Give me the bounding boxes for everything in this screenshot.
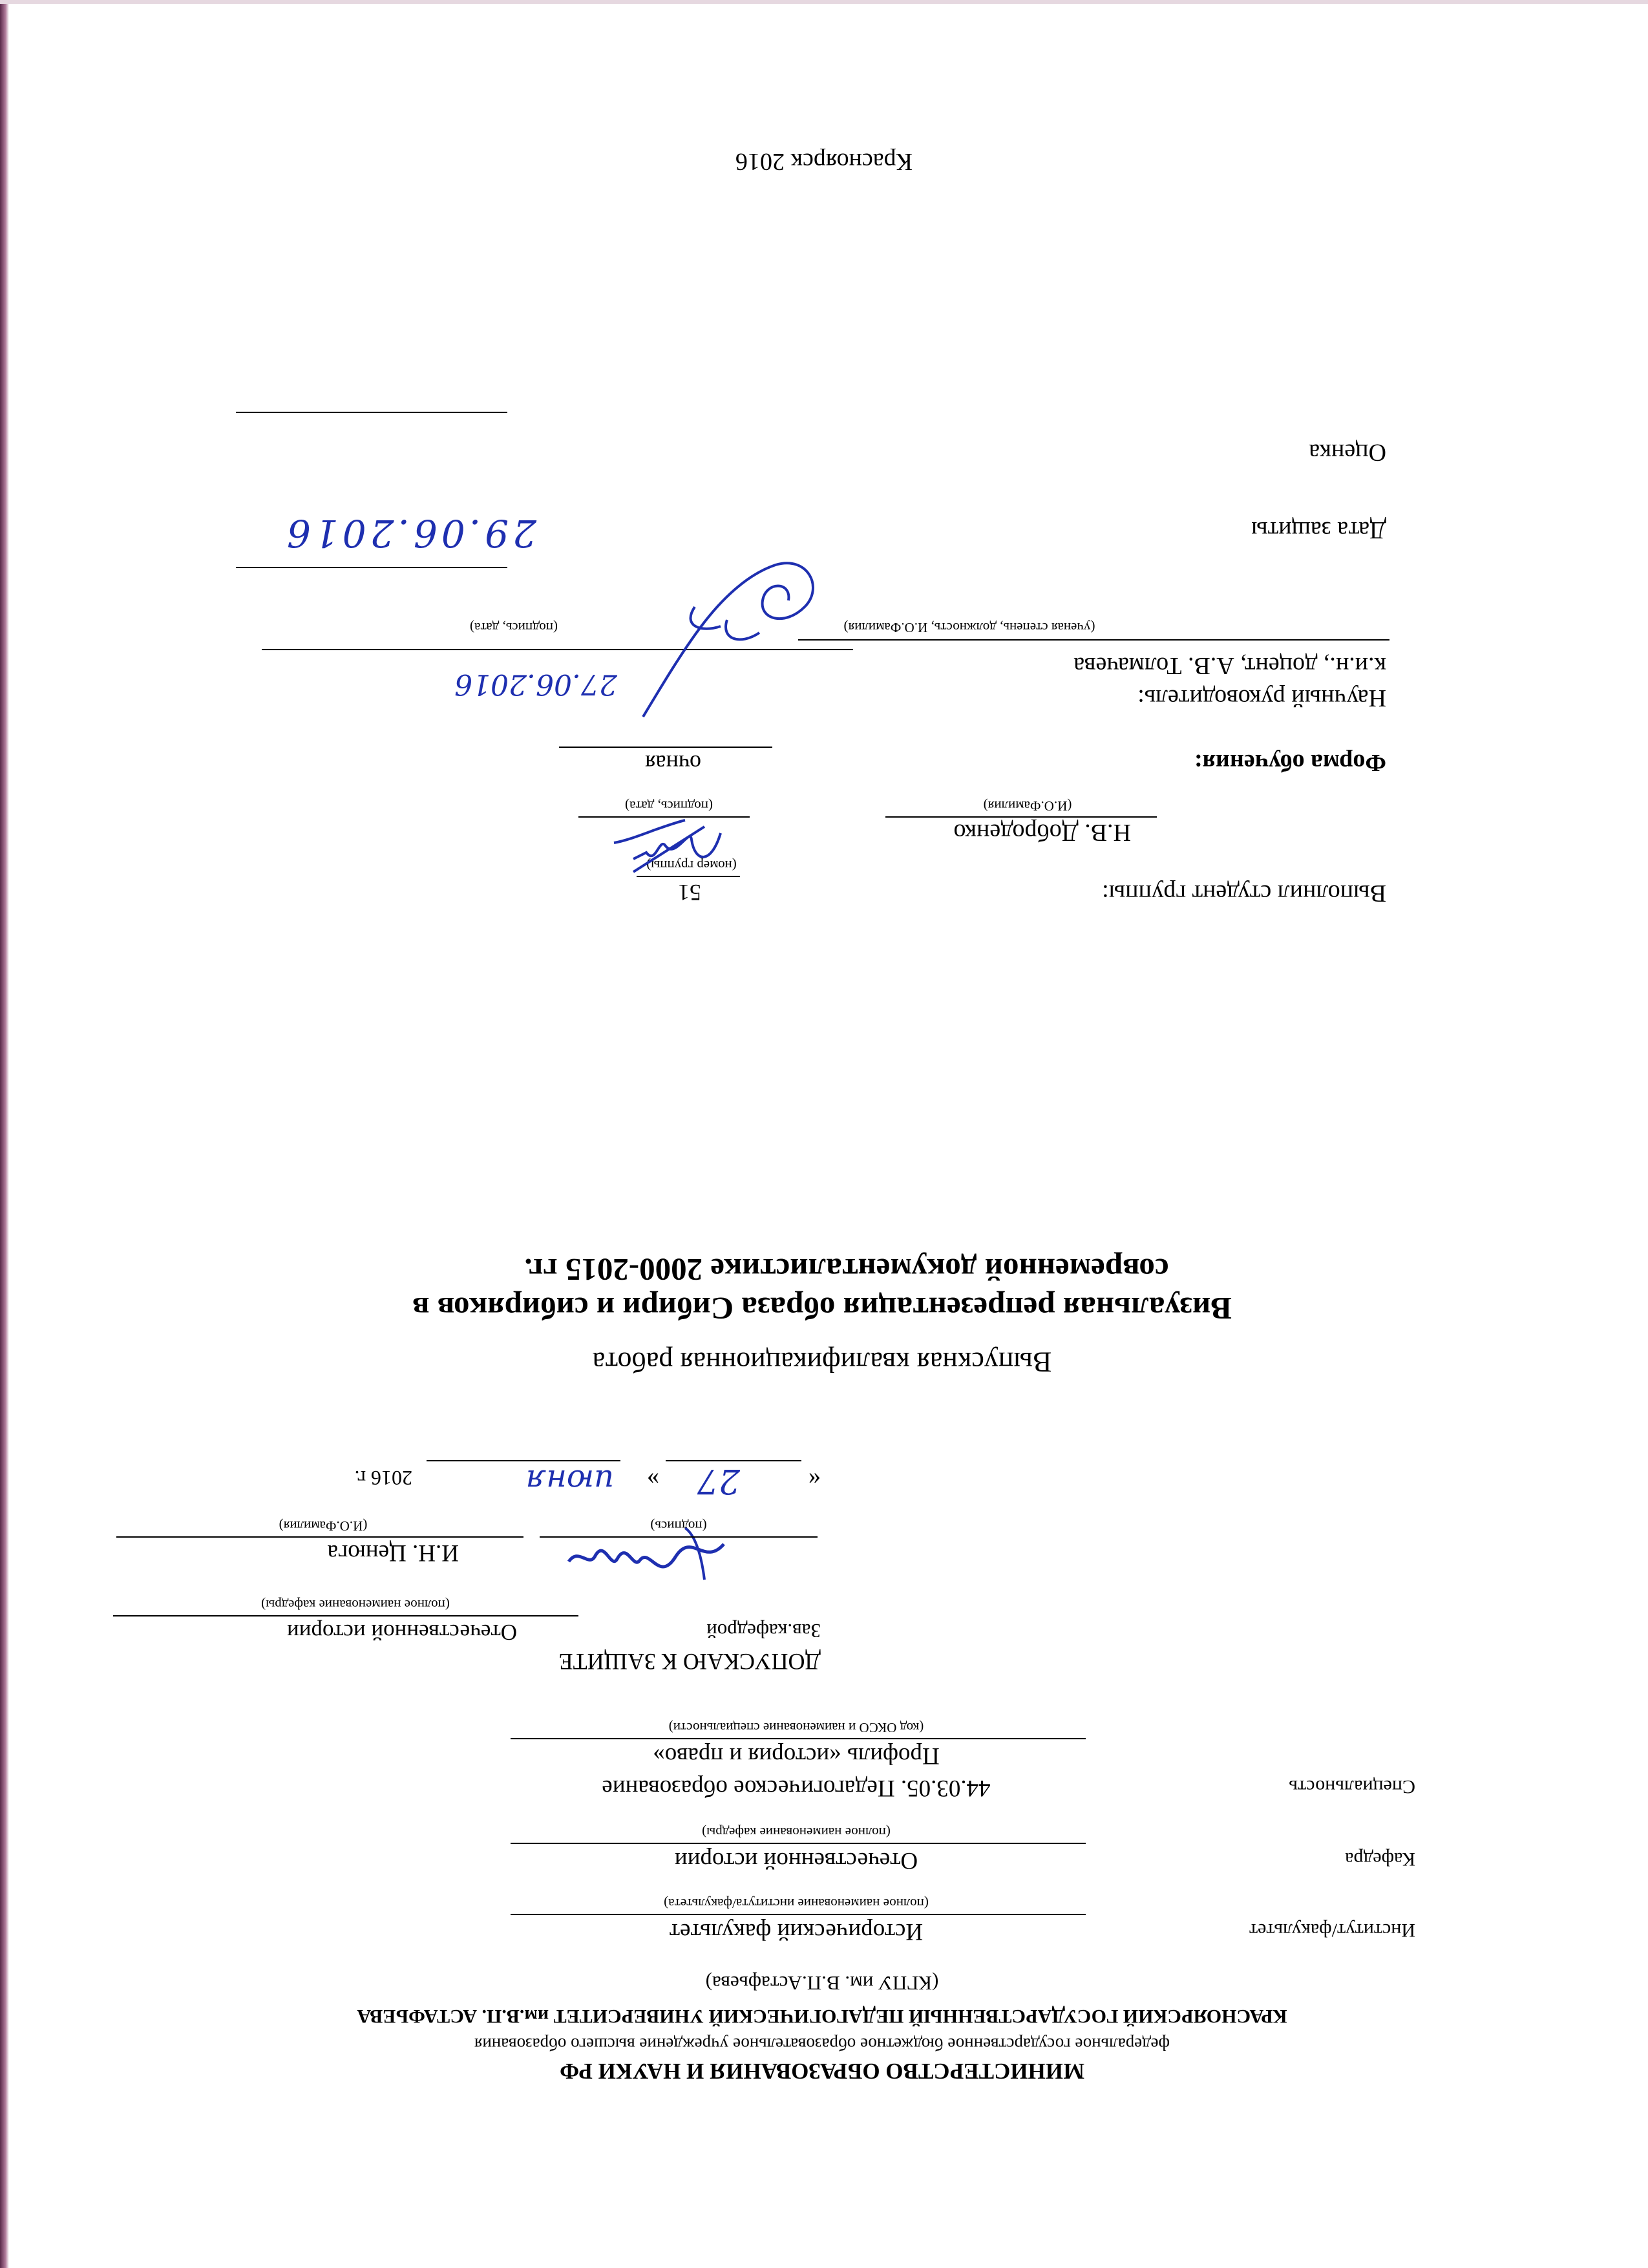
head-name-underline — [116, 1536, 523, 1538]
defense-date: 29.06.2016 — [282, 511, 536, 555]
institution-type: федеральное государственное бюджетное образовательное учреждение высшего образования — [474, 2035, 1170, 2054]
specialty-label: Специальность — [1289, 1776, 1415, 1797]
faculty-caption: (полное наименование института/факультета) — [664, 1896, 929, 1911]
admission-day: 27 — [697, 1461, 740, 1500]
specialty-caption: (код ОКСО и наименование специальности) — [668, 1720, 924, 1735]
date-quote-close: » — [647, 1467, 659, 1494]
department-label: Кафедра — [1345, 1849, 1415, 1870]
faculty-label: Институт/факультет — [1249, 1920, 1415, 1941]
student-name-underline — [885, 816, 1157, 818]
admission-department: Отечественной истории — [287, 1620, 517, 1645]
grade-underline — [236, 412, 507, 413]
department-underline — [511, 1843, 1086, 1844]
supervisor-signature-caption: (подпись, дата) — [470, 620, 558, 635]
ministry-heading: МИНИСТЕРСТВО ОБРАЗОВАНИЯ И НАУКИ РФ — [560, 2059, 1084, 2084]
study-form-underline — [559, 747, 772, 748]
admission-year: 2016 г. — [354, 1467, 412, 1490]
student-group: 51 — [678, 880, 701, 906]
head-signature-underline — [540, 1536, 818, 1538]
supervisor-label: Научный руководитель: — [1137, 684, 1386, 712]
faculty-value: Исторический факультет — [669, 1918, 924, 1945]
admission-department-underline — [113, 1615, 578, 1616]
faculty-underline — [511, 1914, 1086, 1915]
department-value: Отечественной истории — [674, 1847, 918, 1874]
supervisor-signature — [624, 549, 837, 730]
admission-title: ДОПУСКАЮ К ЗАЩИТЕ — [558, 1649, 821, 1675]
admission-month: июня — [525, 1463, 614, 1499]
supervisor-caption-line — [798, 639, 1389, 641]
head-name-caption: (И.О.Фамилия) — [279, 1518, 368, 1534]
date-quote-open: « — [808, 1467, 821, 1494]
student-label: Выполнил студент группы: — [1102, 880, 1386, 907]
university-short-name: (КГПУ им. В.П.Астафьева) — [705, 1972, 939, 1995]
admission-department-caption: (полное наименование кафедры) — [261, 1597, 450, 1613]
date-month-underline — [427, 1460, 620, 1461]
head-label: Зав.кафедрой — [706, 1620, 821, 1642]
supervisor-caption: (ученая степень, должность, И.О.Фамилия) — [843, 620, 1095, 635]
university-name: КРАСНОЯРСКИЙ ГОСУДАРСТВЕННЫЙ ПЕДАГОГИЧЕСКИЙ УНИВЕРСИТЕТ им.В.П. АСТАФЬЕВА — [357, 2006, 1287, 2027]
supervisor-value: к.и.н., доцент, А.В. Толмачева — [1073, 652, 1386, 679]
study-form-label: Форма обучения: — [1194, 749, 1386, 776]
supervisor-sign-date: 27.06.2016 — [454, 668, 617, 701]
head-name: И.Н. Ценюга — [327, 1540, 459, 1566]
student-signature-caption: (подпись, дата) — [625, 798, 713, 814]
student-name: Н.В. Доброденко — [953, 819, 1131, 846]
date-day-underline — [666, 1460, 801, 1461]
grade-label: Оценка — [1309, 439, 1386, 466]
head-signature-caption: (подпись) — [650, 1518, 707, 1534]
defense-date-underline — [236, 567, 507, 568]
work-title-line2: современной документалистике 2000-2015 гг. — [524, 1252, 1169, 1288]
work-title-line1: Визуальная репрезентация образа Сибири и сибиряков в — [412, 1291, 1232, 1326]
specialty-value: 44.03.05. Педагогическое образование — [602, 1775, 991, 1801]
specialty-profile: Профиль «история и право» — [653, 1743, 940, 1769]
city-year: Красноярск 2016 — [735, 148, 913, 175]
student-signature — [601, 814, 730, 878]
defense-label: Дата защиты — [1251, 516, 1386, 544]
student-signature-underline — [578, 816, 750, 818]
student-name-caption: (И.О.Фамилия) — [983, 798, 1072, 814]
study-form-value: очная — [645, 750, 701, 776]
work-type: Выпускная квалификационная работа — [592, 1346, 1052, 1378]
student-group-caption: (номер группы) — [646, 858, 737, 873]
department-caption: (полное наименование кафедры) — [702, 1825, 891, 1840]
specialty-underline — [511, 1738, 1086, 1739]
